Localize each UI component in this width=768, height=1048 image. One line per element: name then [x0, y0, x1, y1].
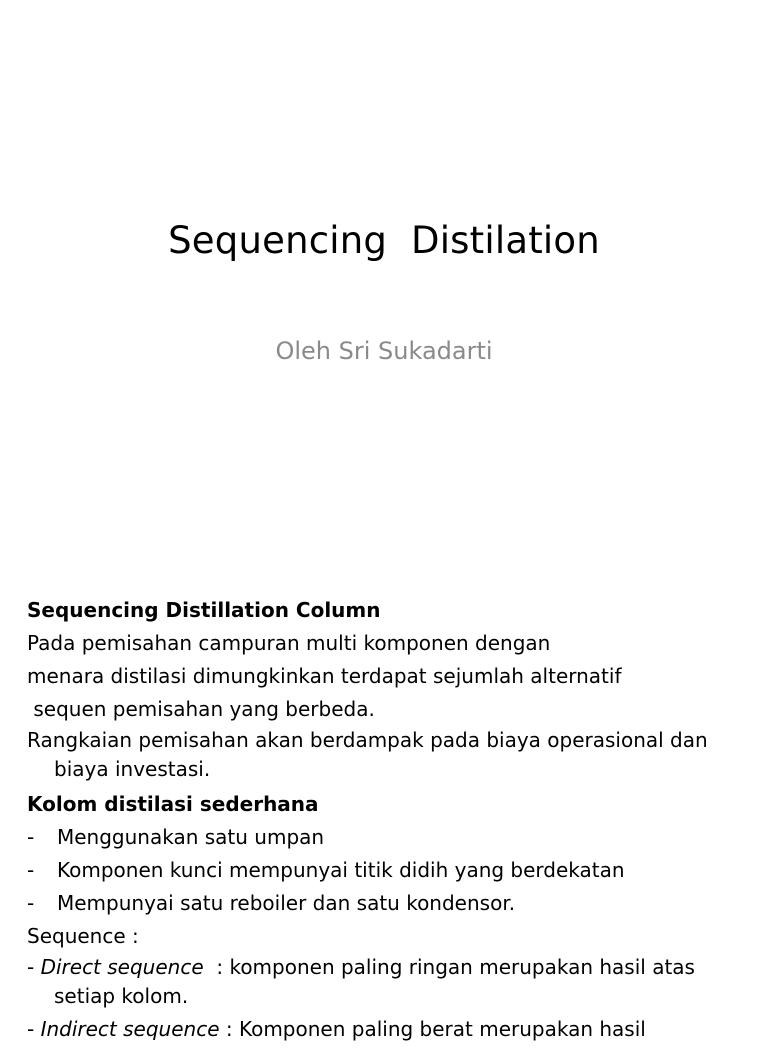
- body-line: Pada pemisahan campuran multi komponen dengan: [27, 631, 551, 655]
- sequence-marker: -: [27, 1017, 41, 1041]
- bullet-marker: -: [27, 891, 35, 915]
- sequence-item-indirect: [27, 1015, 747, 1044]
- sequence-term: Direct sequence: [40, 955, 204, 979]
- body-line: sequen pemisahan yang berbeda.: [27, 697, 375, 721]
- sequence-term: Indirect sequence: [40, 1017, 220, 1041]
- bullet-text: Mempunyai satu reboiler dan satu kondensor.: [57, 891, 516, 915]
- bullet-item: [27, 854, 747, 887]
- section-subheading: Kolom distilasi sederhana: [27, 792, 319, 816]
- bullet-marker: -: [27, 825, 35, 849]
- body-line: menara distilasi dimungkinkan terdapat sejumlah alternatif: [27, 664, 622, 688]
- bullet-text: Menggunakan satu umpan: [57, 825, 325, 849]
- sequence-text: : komponen paling ringan merupakan hasil atas setiap kolom.: [54, 955, 702, 1008]
- sequence-label: Sequence :: [27, 924, 139, 948]
- slide-subtitle: Oleh Sri Sukadarti: [275, 337, 493, 365]
- slide-title: Sequencing Distilation: [168, 219, 600, 262]
- bullet-text: Komponen kunci mempunyai titik didih yang berdekatan: [57, 858, 625, 882]
- bullet-marker: -: [27, 858, 35, 882]
- bullet-item: [27, 887, 747, 920]
- bullet-item: [27, 821, 747, 854]
- section-heading: Sequencing Distillation Column: [27, 598, 381, 622]
- body-line: Rangkaian pemisahan akan berdampak pada biaya operasional dan biaya investasi.: [27, 728, 708, 781]
- sequence-marker: -: [27, 955, 41, 979]
- slide-body: [27, 594, 747, 1048]
- sequence-item-direct: [27, 953, 747, 1011]
- sequence-text: : Komponen paling berat merupakan hasil: [219, 1017, 646, 1041]
- content-slide: [0, 576, 768, 1041]
